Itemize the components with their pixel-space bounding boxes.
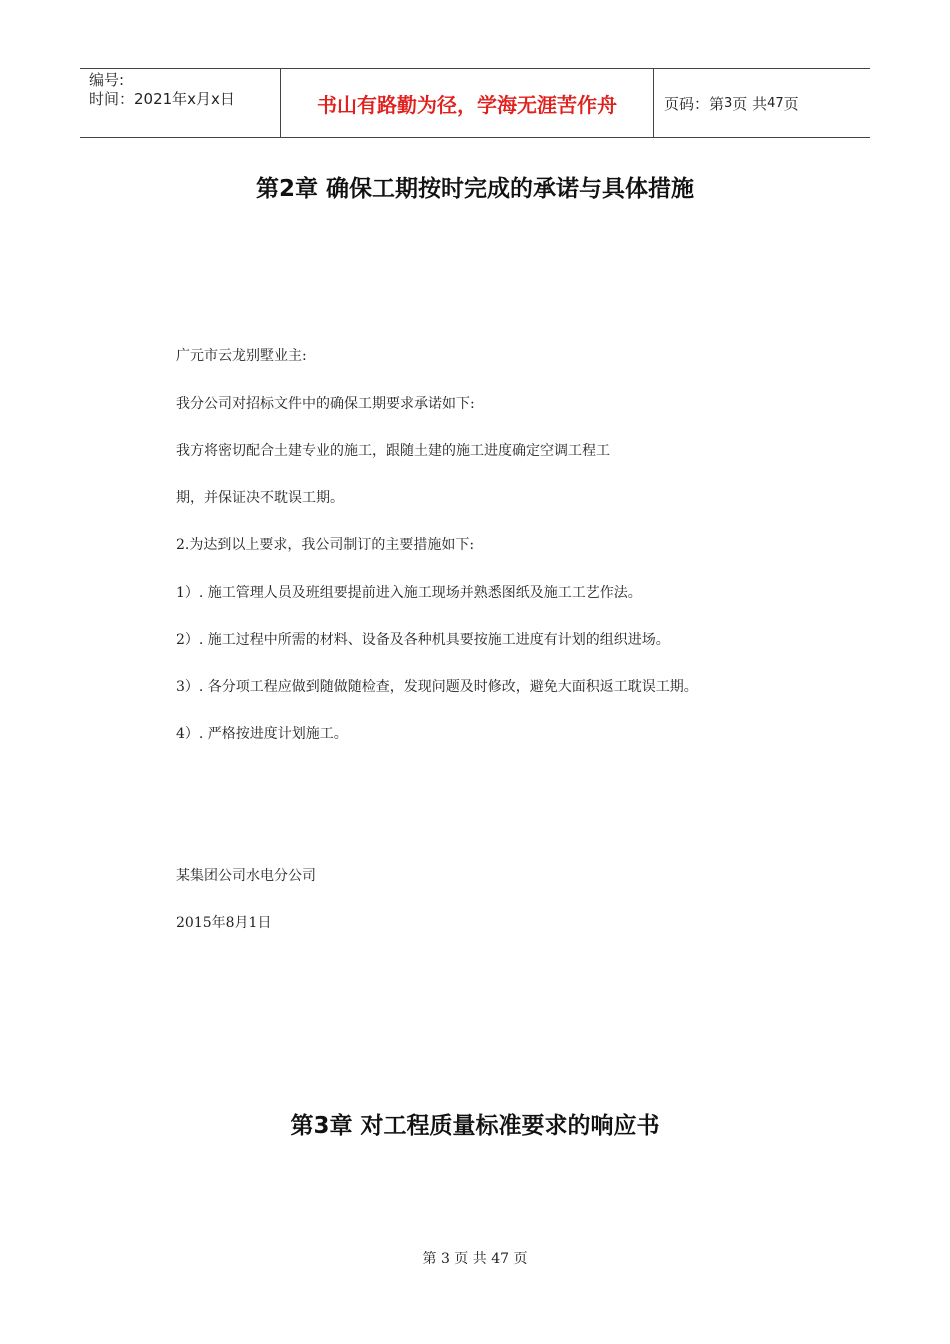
measure-item: 3）. 各分项工程应做到随做随检查，发现问题及时修改，避免大面积返工耽误工期。 <box>176 679 698 695</box>
header-page-info <box>654 69 870 137</box>
chapter-3-title: 第3章 对工程质量标准要求的响应书 <box>290 1113 660 1139</box>
page-suffix: 页 <box>783 94 799 113</box>
page-number: 3 <box>724 95 733 111</box>
commitment-line-2: 期，并保证决不耽误工期。 <box>176 490 344 506</box>
measure-item: 2）. 施工过程中所需的材料、设备及各种机具要按施工进度有计划的组织进场。 <box>176 632 670 648</box>
document-code-label: 编号: <box>89 71 125 89</box>
page-footer: 第 3 页 共 47 页 <box>422 1251 528 1267</box>
intro-paragraph: 我分公司对招标文件中的确保工期要求承诺如下: <box>176 396 475 412</box>
total-pages: 47 <box>767 95 784 111</box>
page-header <box>80 68 870 138</box>
measures-heading: 2.为达到以上要求，我公司制订的主要措施如下: <box>176 537 475 553</box>
measure-item: 1）. 施工管理人员及班组要提前进入施工现场并熟悉图纸及施工工艺作法。 <box>176 585 642 601</box>
signature: 某集团公司水电分公司 <box>176 868 316 884</box>
chapter-2-title: 第2章 确保工期按时完成的承诺与具体措施 <box>255 176 694 202</box>
commitment-line-1: 我方将密切配合土建专业的施工，跟随土建的施工进度确定空调工程工 <box>176 443 610 459</box>
letter-date: 2015年8月1日 <box>176 915 272 931</box>
header-meta <box>80 69 281 137</box>
header-motto: 书山有路勤为径，学海无涯苦作舟 <box>281 69 654 137</box>
salutation: 广元市云龙别墅业主: <box>176 348 307 364</box>
page-prefix: 页码：第 <box>664 94 725 113</box>
measure-item: 4）. 严格按进度计划施工。 <box>176 726 348 742</box>
document-date: 时间：2021年x月x日 <box>89 90 235 108</box>
page-mid: 页 共 <box>732 94 768 113</box>
